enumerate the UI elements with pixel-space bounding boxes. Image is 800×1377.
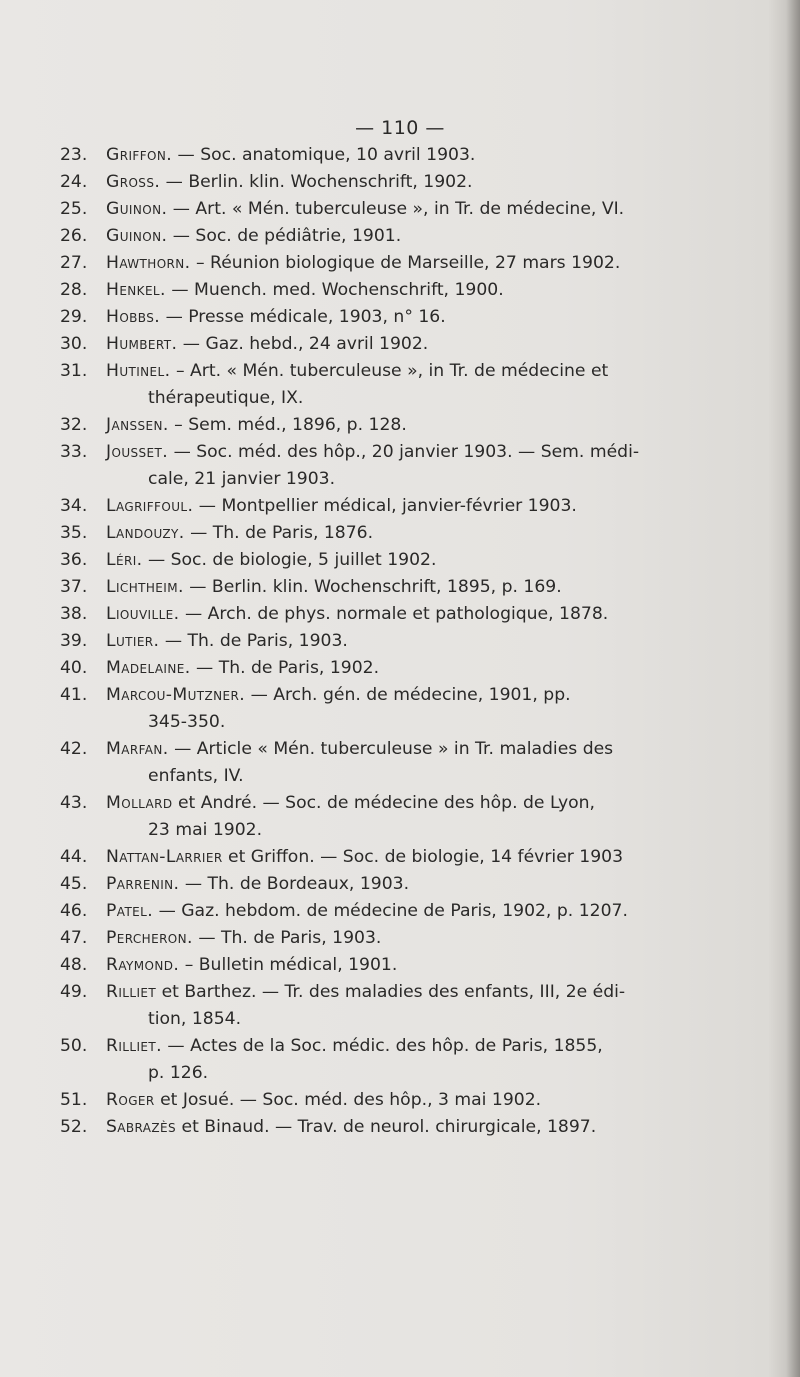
entry-citation: — Art. « Mén. tuberculeuse », in Tr. de médecine, VI. (167, 199, 625, 219)
entry-author: Hobbs. (106, 307, 161, 327)
entry-citation: — Actes de la Soc. médic. des hôp. de Paris, 1855, (161, 1036, 603, 1056)
entry-author: Griffon. (106, 145, 173, 165)
entry-citation: – Bulletin médical, 1901. (179, 955, 398, 975)
entry-citation: — Arch. gén. de médecine, 1901, pp. (245, 685, 571, 705)
bibliography-entry (0, 493, 800, 520)
entry-author: Jousset. (106, 442, 169, 462)
entry-number: 25. (60, 199, 88, 219)
entry-author: Rilliet. (106, 1036, 162, 1056)
entry-number: 27. (60, 253, 88, 273)
entry-number: 44. (60, 847, 88, 867)
entry-number: 34. (60, 496, 88, 516)
bibliography-list (0, 142, 800, 1141)
bibliography-entry (0, 952, 800, 979)
entry-citation: et Barthez. — Tr. des maladies des enfants, III, 2e édi- (156, 982, 626, 1002)
entry-author: Nattan-Larrier (106, 847, 223, 867)
entry-author: Henkel. (106, 280, 166, 300)
bibliography-entry (0, 979, 800, 1033)
entry-continuation: 23 mai 1902. (148, 820, 263, 840)
entry-author: Gross. (106, 172, 161, 192)
entry-citation: – Art. « Mén. tuberculeuse », in Tr. de médecine et (170, 361, 609, 381)
entry-citation: — Th. de Paris, 1903. (159, 631, 348, 651)
entry-number: 32. (60, 415, 88, 435)
entry-author: Rilliet (106, 982, 157, 1002)
entry-number: 45. (60, 874, 88, 894)
entry-author: Patel. (106, 901, 154, 921)
entry-number: 26. (60, 226, 88, 246)
entry-citation: — Th. de Paris, 1902. (190, 658, 380, 678)
entry-number: 46. (60, 901, 88, 921)
entry-author: Madelaine. (106, 658, 191, 678)
bibliography-entry (0, 925, 800, 952)
bibliography-entry (0, 1087, 800, 1114)
entry-number: 39. (60, 631, 88, 651)
entry-citation: — Article « Mén. tuberculeuse » in Tr. maladies des (168, 739, 614, 759)
bibliography-entry (0, 142, 800, 169)
bibliography-entry (0, 601, 800, 628)
bibliography-entry (0, 547, 800, 574)
bibliography-entry (0, 736, 800, 790)
entry-citation: — Gaz. hebdom. de médecine de Paris, 1902, p. 1207. (153, 901, 628, 921)
entry-number: 30. (60, 334, 88, 354)
entry-citation: — Soc. de biologie, 5 juillet 1902. (142, 550, 437, 570)
bibliography-entry (0, 331, 800, 358)
entry-number: 42. (60, 739, 88, 759)
entry-number: 24. (60, 172, 88, 192)
entry-number: 29. (60, 307, 88, 327)
page-number: — 110 — (355, 117, 445, 139)
entry-author: Lichtheim. (106, 577, 184, 597)
entry-continuation: tion, 1854. (148, 1009, 242, 1029)
entry-number: 37. (60, 577, 88, 597)
entry-citation: — Th. de Bordeaux, 1903. (179, 874, 410, 894)
entry-number: 50. (60, 1036, 88, 1056)
entry-number: 38. (60, 604, 88, 624)
entry-author: Roger (106, 1090, 155, 1110)
bibliography-entry (0, 871, 800, 898)
entry-citation: — Arch. de phys. normale et pathologique, 1878. (179, 604, 609, 624)
bibliography-entry (0, 844, 800, 871)
entry-citation: — Presse médicale, 1903, n° 16. (160, 307, 446, 327)
bibliography-entry (0, 304, 800, 331)
entry-author: Humbert. (106, 334, 178, 354)
entry-citation: – Sem. méd., 1896, p. 128. (168, 415, 407, 435)
entry-citation: et Binaud. — Trav. de neurol. chirurgicale, 1897. (176, 1117, 597, 1137)
bibliography-entry (0, 898, 800, 925)
entry-number: 47. (60, 928, 88, 948)
entry-author: Marcou-Mutzner. (106, 685, 246, 705)
entry-author: Sabrazès (106, 1117, 177, 1137)
entry-number: 52. (60, 1117, 88, 1137)
entry-author: Lagriffoul. (106, 496, 194, 516)
entry-continuation: enfants, IV. (148, 766, 244, 786)
entry-citation: – Réunion biologique de Marseille, 27 mars 1902. (190, 253, 621, 273)
entry-number: 23. (60, 145, 88, 165)
entry-citation: et Josué. — Soc. méd. des hôp., 3 mai 1902. (154, 1090, 542, 1110)
entry-continuation: thérapeutique, IX. (148, 388, 304, 408)
entry-author: Lutier. (106, 631, 160, 651)
entry-author: Janssen. (106, 415, 169, 435)
entry-citation: — Berlin. klin. Wochenschrift, 1895, p. 169. (183, 577, 562, 597)
entry-author: Hawthorn. (106, 253, 191, 273)
entry-author: Guinon. (106, 226, 168, 246)
entry-author: Léri. (106, 550, 143, 570)
bibliography-entry (0, 790, 800, 844)
bibliography-entry (0, 169, 800, 196)
bibliography-entry (0, 682, 800, 736)
entry-citation: — Gaz. hebd., 24 avril 1902. (177, 334, 429, 354)
bibliography-entry (0, 439, 800, 493)
entry-number: 51. (60, 1090, 88, 1110)
entry-continuation: 345-350. (148, 712, 226, 732)
entry-number: 49. (60, 982, 88, 1002)
entry-number: 28. (60, 280, 88, 300)
bibliography-entry (0, 628, 800, 655)
entry-citation: — Berlin. klin. Wochenschrift, 1902. (160, 172, 473, 192)
entry-citation: — Soc. de pédiâtrie, 1901. (167, 226, 402, 246)
entry-citation: — Th. de Paris, 1876. (184, 523, 374, 543)
bibliography-entry (0, 277, 800, 304)
entry-author: Percheron. (106, 928, 193, 948)
entry-number: 36. (60, 550, 88, 570)
entry-continuation: cale, 21 janvier 1903. (148, 469, 336, 489)
entry-number: 48. (60, 955, 88, 975)
entry-citation: — Soc. méd. des hôp., 20 janvier 1903. — Sem. médi- (168, 442, 640, 462)
entry-citation: et Griffon. — Soc. de biologie, 14 février 1903 (222, 847, 624, 867)
bibliography-entry (0, 196, 800, 223)
entry-number: 35. (60, 523, 88, 543)
entry-citation: — Soc. anatomique, 10 avril 1903. (172, 145, 476, 165)
bibliography-entry (0, 520, 800, 547)
entry-citation: et André. — Soc. de médecine des hôp. de Lyon, (172, 793, 596, 813)
entry-author: Landouzy. (106, 523, 185, 543)
bibliography-entry (0, 412, 800, 439)
entry-continuation: p. 126. (148, 1063, 209, 1083)
bibliography-entry (0, 655, 800, 682)
entry-author: Guinon. (106, 199, 168, 219)
bibliography-entry (0, 1033, 800, 1087)
entry-author: Parrenin. (106, 874, 180, 894)
bibliography-entry (0, 1114, 800, 1141)
entry-citation: — Muench. med. Wochenschrift, 1900. (165, 280, 504, 300)
entry-number: 33. (60, 442, 88, 462)
bibliography-entry (0, 223, 800, 250)
bibliography-entry (0, 574, 800, 601)
entry-author: Raymond. (106, 955, 180, 975)
entry-author: Marfan. (106, 739, 169, 759)
bibliography-entry (0, 358, 800, 412)
entry-author: Mollard (106, 793, 173, 813)
entry-citation: — Th. de Paris, 1903. (192, 928, 382, 948)
bibliography-entry (0, 250, 800, 277)
entry-citation: — Montpellier médical, janvier-février 1903. (193, 496, 577, 516)
entry-author: Hutinel. (106, 361, 171, 381)
entry-number: 41. (60, 685, 88, 705)
entry-number: 40. (60, 658, 88, 678)
entry-number: 31. (60, 361, 88, 381)
entry-author: Liouville. (106, 604, 180, 624)
entry-number: 43. (60, 793, 88, 813)
